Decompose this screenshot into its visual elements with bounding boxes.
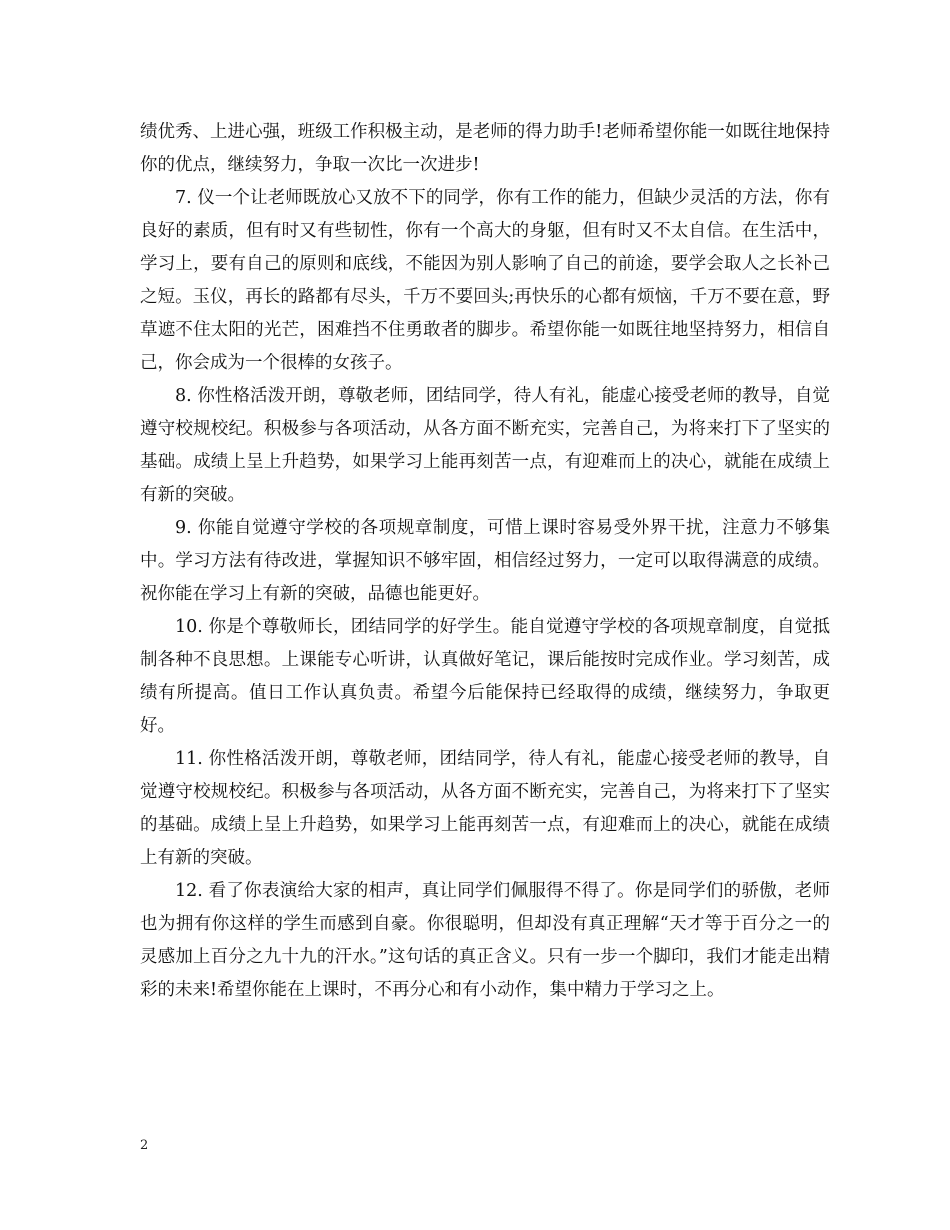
paragraph-comment-7: 7. 仪一个让老师既放心又放不下的同学，你有工作的能力，但缺少灵活的方法，你有良好的素质，但有时又有些韧性，你有一个高大的身躯，但有时又不太自信。在生活中，学习上，要有自己的原则和底线，不能因为别人影响了自己的前途，要学会取人之长补己之短。玉仪，再长的路都有尽头，千万不要回头;再快乐的心都有烦恼，千万不要在意，野草遮不住太阳的光芒，困难挡不住勇敢者的脚步。希望你能一如既往地坚持努力，相信自己，你会成为一个很棒的女孩子。 <box>140 188 830 373</box>
page-number: 2 <box>140 1138 149 1153</box>
document-body <box>140 116 830 1007</box>
paragraph-comment-10: 10. 你是个尊敬师长，团结同学的好学生。能自觉遵守学校的各项规章制度，自觉抵制各种不良思想。上课能专心听讲，认真做好笔记，课后能按时完成作业。学习刻苦，成绩有所提高。值日工作认真负责。希望今后能保持已经取得的成绩，继续努力，争取更好。 <box>140 617 830 736</box>
paragraph-comment-9: 9. 你能自觉遵守学校的各项规章制度，可惜上课时容易受外界干扰，注意力不够集中。学习方法有待改进，掌握知识不够牢固，相信经过努力，一定可以取得满意的成绩。祝你能在学习上有新的突破，品德也能更好。 <box>140 518 830 604</box>
paragraph-comment-12: 12. 看了你表演给大家的相声，真让同学们佩服得不得了。你是同学们的骄傲，老师也为拥有你这样的学生而感到自豪。你很聪明，但却没有真正理解“天才等于百分之一的灵感加上百分之九十九的汗水。”这句话的真正含义。只有一步一个脚印，我们才能走出精彩的未来!希望你能在上课时，不再分心和有小动作，集中精力于学习之上。 <box>140 881 830 1000</box>
paragraph-continued: 绩优秀、上进心强，班级工作积极主动，是老师的得力助手!老师希望你能一如既往地保持你的优点，继续努力，争取一次比一次进步! <box>140 122 830 175</box>
paragraph-comment-11: 11. 你性格活泼开朗，尊敬老师，团结同学，待人有礼，能虚心接受老师的教导，自觉遵守校规校纪。积极参与各项活动，从各方面不断充实，完善自己，为将来打下了坚实的基础。成绩上呈上升趋势，如果学习上能再刻苦一点，有迎难而上的决心，就能在成绩上有新的突破。 <box>140 749 830 868</box>
paragraph-comment-8: 8. 你性格活泼开朗，尊敬老师，团结同学，待人有礼，能虚心接受老师的教导，自觉遵守校规校纪。积极参与各项活动，从各方面不断充实，完善自己，为将来打下了坚实的基础。成绩上呈上升趋势，如果学习上能再刻苦一点，有迎难而上的决心，就能在成绩上有新的突破。 <box>140 386 830 505</box>
